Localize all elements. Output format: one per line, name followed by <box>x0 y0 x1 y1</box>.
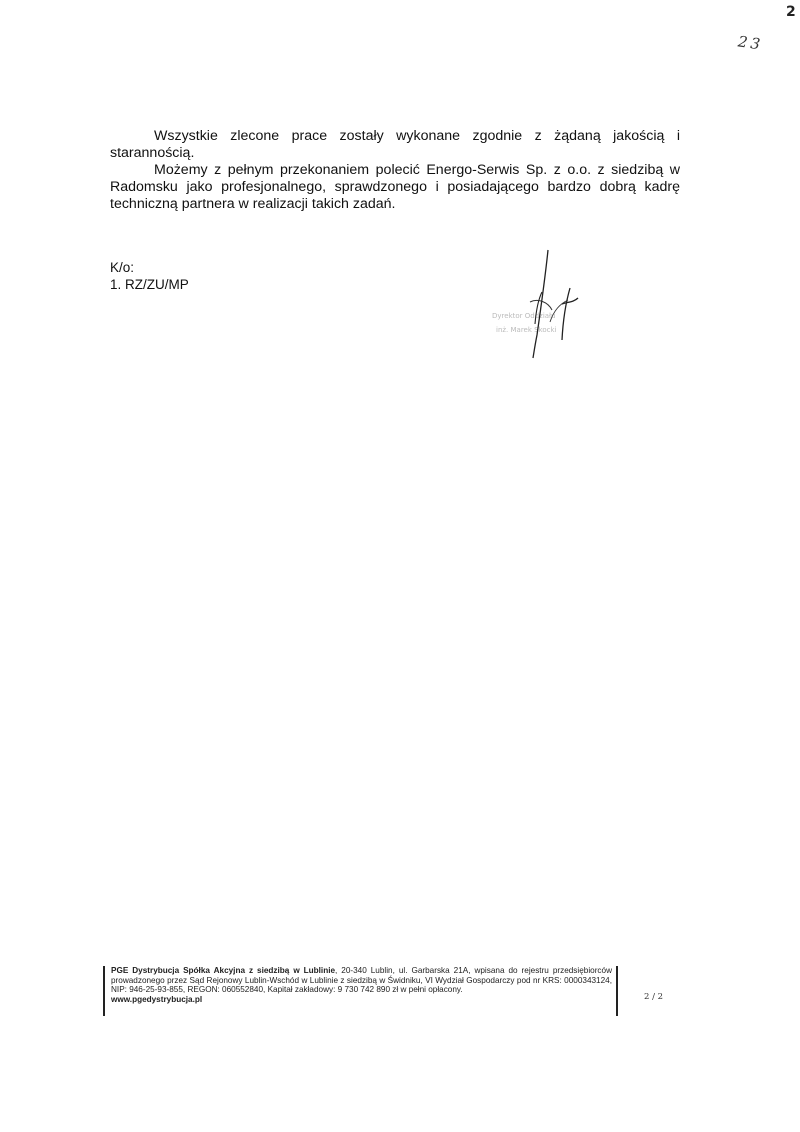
footer-company-name: PGE Dystrybucja Spółka Akcyjna z siedzibą w Lublinie <box>111 966 336 975</box>
company-footer <box>103 966 618 1016</box>
copy-to-block <box>110 259 189 293</box>
page-count: 2 / 2 <box>644 992 664 1002</box>
copy-to-item: 1. RZ/ZU/MP <box>110 277 189 292</box>
letter-body <box>110 128 680 213</box>
copy-to-heading: K/o: <box>110 260 135 275</box>
handwritten-page-number: 23 <box>736 32 765 54</box>
paragraph-recommendation: Możemy z pełnym przekonaniem polecić Energo-Serwis Sp. z o.o. z siedzibą w Radomsku jako profesjonalnego, sprawdzonego i posiadającego bardzo dobrą kadrę techniczną partnera w realizacji takich zadań. <box>110 162 680 212</box>
signature-with-stamp <box>490 240 600 365</box>
paragraph-quality: Wszystkie zlecone prace zostały wykonane zgodnie z żądaną jakością i starannością. <box>110 128 680 161</box>
footer-company-details: , 20-340 Lublin, ul. Garbarska 21A, wpisana do rejestru przedsiębiorców prowadzonego przez Sąd Rejonowy Lublin-Wschód w Lublinie z siedzibą w Świdniku, VI Wydział Gospodarczy pod nr KRS: 0000343124, NIP: 946-25-93-855, REGON: 060552840, Kapitał zakładowy: 9 730 742 890 zł w pełni opłacony. <box>111 966 612 995</box>
page-number-mark: 2 <box>786 4 796 20</box>
stamp-faded-line-1: Dyrektor Oddziału <box>492 312 556 320</box>
stamp-faded-line-2: inż. Marek Skocki <box>496 326 557 334</box>
footer-website-link[interactable]: www.pgedystrybucja.pl <box>111 994 203 1004</box>
